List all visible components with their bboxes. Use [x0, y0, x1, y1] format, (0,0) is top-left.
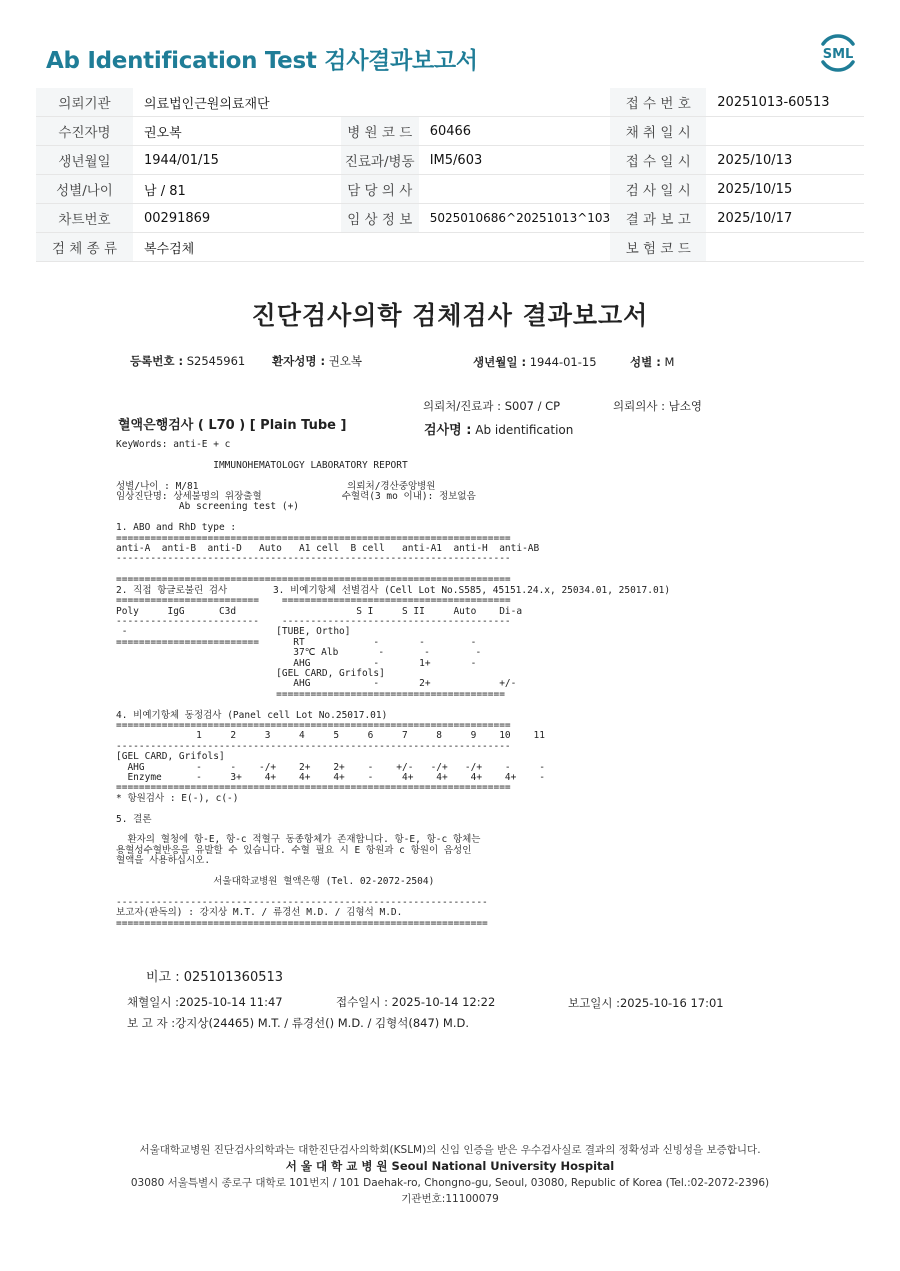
- info-label: 차트번호: [36, 204, 133, 233]
- info-value: 2025/10/13: [706, 146, 864, 175]
- report-time: 보고일시 :2025-10-16 17:01: [568, 996, 724, 1010]
- lab-report-body: KeyWords: anti-E + c IMMUNOHEMATOLOGY LABORATORY REPORT 성별/나이 : M/81 의뢰처/경산중앙병원 임상진단명: 상세불명의 위장출혈 수혈력(3 mo 이내): 정보없음 Ab screening test (+) 1. ABO and RhD type : ===================================================================== anti-A anti-B anti-D Auto A1 cell B cell anti-A1 anti-H anti-AB --------------------------------------------------------------------- ===================================================================== 2. 직접 항글로불린 검사 3. 비예기항체 선별검사 (Cell Lot No.S585, 45151.24.x, 25034.01, 25017.01) ========================= ======================================== Poly IgG C3d S I S II Auto Di-a ------------------------- ---------------------------------------- - [TUBE, Ortho] ========================= RT - - - 37℃ Alb - - - AHG - 1+ - [GEL CARD, Grifols] AHG - 2+ +/- ======================================== 4. 비예기항체 동정검사 (Panel cell Lot No.25017.01) ===================================================================== 1 2 3 4 5 6 7 8 9 10 11 --------------------------------------------------------------------- [GEL CARD, Grifols] AHG - - -/+ 2+ 2+ - +/- -/+ -/+ - - Enzyme - 3+ 4+ 4+ 4+ - 4+ 4+ 4+ 4+ - ===================================================================== * 항원검사 : E(-), c(-) 5. 결론 환자의 혈청에 항-E, 항-c 적혈구 동종항체가 존재합니다. 항-E, 항-c 항체는 용혈성수혈반응을 유발할 수 있습니다. 수혈 필요 시 E 항원과 c 항원이 음성인 혈액을 사용하십시오. 서울대학교병원 혈액은행 (Tel. 02-2072-2504) ----------------------------------------------------------------- 보고자(판독의) : 강지상 M.T. / 류경선 M.D. / 김형석 M.D. =================================================================: [116, 439, 671, 929]
- reporters: 보 고 자 :강지상(24465) M.T. / 류경선() M.D. / 김형석(847) M.D.: [127, 1016, 470, 1030]
- info-label: 수진자명: [36, 117, 133, 146]
- info-label: 임 상 정 보: [341, 204, 419, 233]
- test-name: 검사명 : Ab identification: [424, 423, 574, 438]
- info-value: 60466: [419, 117, 610, 146]
- report-title: 진단검사의학 검체검사 결과보고서: [251, 301, 649, 330]
- info-label: 채 취 일 시: [610, 117, 706, 146]
- info-value: 남 / 81: [133, 175, 341, 204]
- info-label: 성별/나이: [36, 175, 133, 204]
- info-label: 접 수 일 시: [610, 146, 706, 175]
- info-value: [706, 117, 864, 146]
- info-value: 의료법인근원의료재단: [133, 88, 610, 117]
- footer-certification: 서울대학교병원 진단검사의학과는 대한진단검사의학회(KSLM)의 신임 인증을 받은 우수검사실로 결과의 정확성과 신빙성을 보증합니다.: [139, 1144, 761, 1156]
- info-row: [36, 233, 864, 262]
- info-row: [36, 175, 864, 204]
- receipt-time: 접수일시 : 2025-10-14 12:22: [336, 995, 496, 1009]
- info-value: [419, 175, 610, 204]
- info-value: [706, 233, 864, 262]
- info-value: 1944/01/15: [133, 146, 341, 175]
- info-label: 생년월일: [36, 146, 133, 175]
- patient-name: 환자성명 : 권오복: [272, 354, 363, 368]
- requesting-doctor: 의뢰의사 : 남소영: [613, 399, 702, 413]
- info-label: 진료과/병동: [341, 146, 419, 175]
- info-value: 20251013-60513: [706, 88, 864, 117]
- info-label: 보 험 코 드: [610, 233, 706, 262]
- info-label: 검 체 종 류: [36, 233, 133, 262]
- info-row: [36, 117, 864, 146]
- sex: 성별 : M: [630, 355, 675, 369]
- info-label: 의뢰기관: [36, 88, 133, 117]
- sml-logo: [815, 30, 861, 76]
- info-value: 5025010686^20251013^103: [419, 204, 610, 233]
- info-value: 00291869: [133, 204, 341, 233]
- footer-institution-number: 기관번호:11100079: [401, 1193, 499, 1205]
- info-row: [36, 204, 864, 233]
- section-title: 혈액은행검사 ( L70 ) [ Plain Tube ]: [118, 418, 347, 433]
- info-label: 결 과 보 고: [610, 204, 706, 233]
- footer-hospital-name: 서 울 대 학 교 병 원 Seoul National University Hospital: [285, 1159, 615, 1173]
- registration-number: 등록번호 : S2545961: [130, 354, 246, 368]
- info-label: 담 당 의 사: [341, 175, 419, 204]
- info-value: 복수검체: [133, 233, 610, 262]
- bigo: 비고 : 025101360513: [146, 970, 284, 985]
- department: 의뢰처/진료과 : S007 / CP: [423, 399, 561, 413]
- info-label: 병 원 코 드: [341, 117, 419, 146]
- svg-text:SML: SML: [822, 47, 854, 62]
- footer-address: 03080 서울특별시 종로구 대학로 101번지 / 101 Daehak-ro, Chongno-gu, Seoul, 03080, Republic of Korea (Tel.:02-2072-2396): [130, 1177, 770, 1189]
- info-value: 2025/10/15: [706, 175, 864, 204]
- info-value: IM5/603: [419, 146, 610, 175]
- collection-time: 채혈일시 :2025-10-14 11:47: [127, 995, 283, 1009]
- info-label: 접 수 번 호: [610, 88, 706, 117]
- info-value: 권오복: [133, 117, 341, 146]
- patient-info-table: [36, 88, 864, 262]
- info-row: [36, 88, 864, 117]
- info-value: 2025/10/17: [706, 204, 864, 233]
- info-row: [36, 146, 864, 175]
- page-title: Ab Identification Test 검사결과보고서: [46, 48, 478, 74]
- info-label: 검 사 일 시: [610, 175, 706, 204]
- birth-date: 생년월일 : 1944-01-15: [473, 355, 597, 369]
